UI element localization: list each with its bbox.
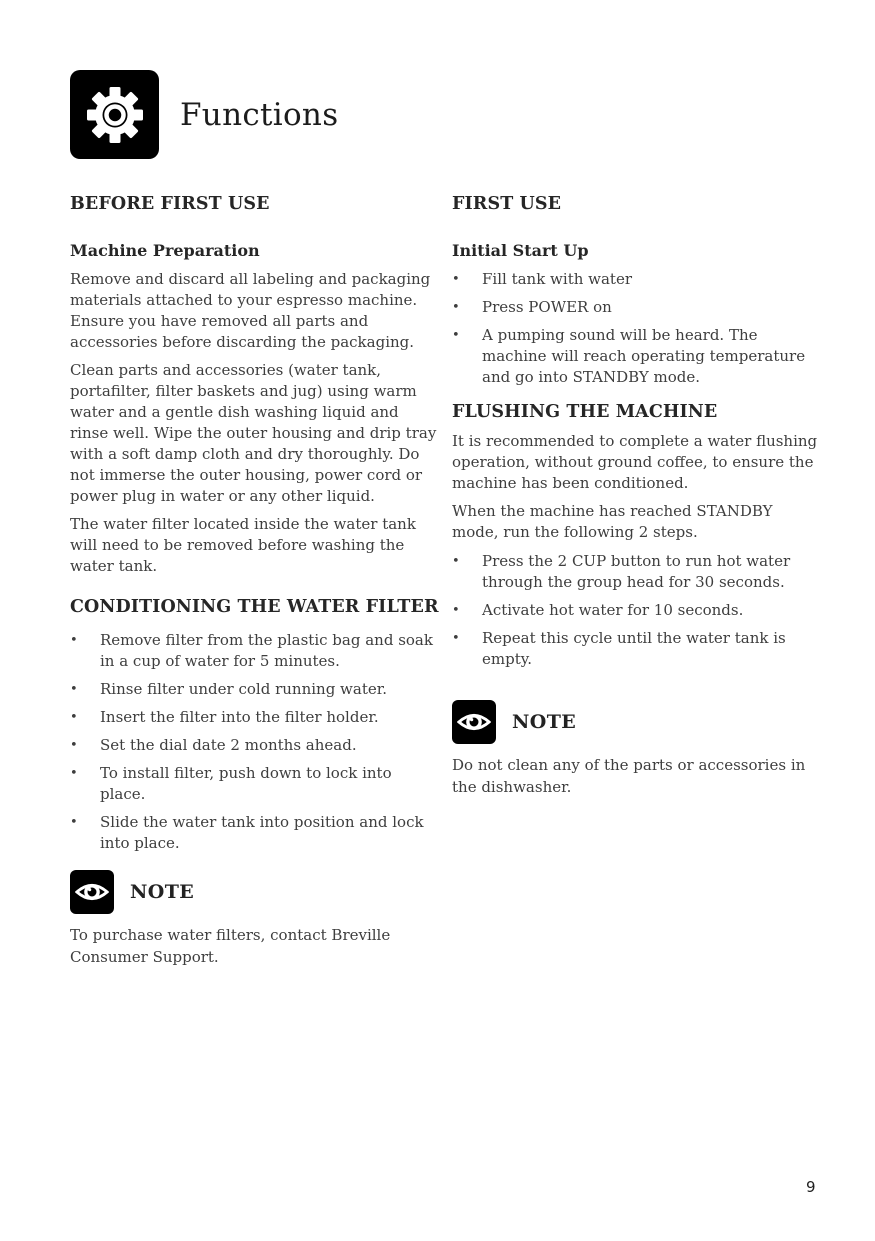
note-label: NOTE (130, 881, 195, 903)
list-item (70, 763, 440, 805)
list-item-text: Fill tank with water (482, 270, 633, 288)
list-item-text: Remove filter from the plastic bag and soak in a cup of water for 5 minutes. (100, 631, 433, 670)
list-item (70, 679, 440, 700)
bullet-icon: • (70, 815, 78, 830)
list-item (452, 551, 823, 593)
list-item (70, 735, 440, 756)
list-item (452, 269, 823, 290)
note-header (70, 870, 440, 914)
paragraph: Clean parts and accessories (water tank, portafilter, filter baskets and jug) using warm water and a gentle dish washing liquid and rinse well. Wipe the outer housing and drip tray with a soft damp cloth and dry thoroughly. Do not immerse the outer housing, power cord or power plug in water or any other liquid. (70, 361, 437, 505)
note-text: Do not clean any of the parts or accessories in the dishwasher. (452, 756, 806, 796)
list-item (452, 628, 823, 670)
eye-icon (75, 879, 109, 905)
bullet-icon: • (452, 554, 460, 569)
note-block (70, 870, 440, 968)
list-item-text: Slide the water tank into position and lock into place. (100, 813, 424, 852)
list-item-text: Press POWER on (482, 298, 612, 316)
left-column (70, 193, 440, 968)
list-item-text: Repeat this cycle until the water tank is empty. (482, 629, 786, 668)
note-icon-tile (452, 700, 496, 744)
list-item-text: Set the dial date 2 months ahead. (100, 736, 357, 754)
list-item (70, 812, 440, 854)
list-item-text: Press the 2 CUP button to run hot water through the group head for 30 seconds. (482, 552, 791, 591)
list-item-text: Insert the filter into the filter holder. (100, 708, 379, 726)
list-item (452, 325, 823, 388)
section-heading-flushing-the-machine: FLUSHING THE MACHINE (452, 402, 718, 422)
paragraph: When the machine has reached STANDBY mode, run the following 2 steps. (452, 502, 773, 541)
bullet-icon: • (70, 682, 78, 697)
section-heading-conditioning-water-filter: CONDITIONING THE WATER FILTER (70, 597, 439, 617)
bullet-list (70, 630, 440, 854)
page-number: 9 (806, 1178, 816, 1196)
content-columns (70, 193, 823, 968)
eye-icon (457, 709, 491, 735)
note-text: To purchase water filters, contact Breville Consumer Support. (70, 926, 391, 966)
bullet-icon: • (70, 738, 78, 753)
bullet-icon: • (70, 633, 78, 648)
list-item-text: Activate hot water for 10 seconds. (482, 601, 744, 619)
right-column (452, 193, 823, 968)
gear-icon (85, 85, 145, 145)
paragraph: Remove and discard all labeling and packaging materials attached to your espresso machine. Ensure you have removed all parts and accessories before discarding the packaging. (70, 270, 431, 351)
note-block (452, 700, 823, 798)
bullet-icon: • (452, 328, 460, 343)
list-item-text: To install filter, push down to lock into place. (100, 764, 392, 803)
bullet-icon: • (70, 766, 78, 781)
note-label: NOTE (512, 711, 577, 733)
list-item (70, 630, 440, 672)
list-item (70, 707, 440, 728)
functions-icon-tile (70, 70, 159, 159)
list-item (452, 297, 823, 318)
bullet-icon: • (452, 631, 460, 646)
section-heading-before-first-use: BEFORE FIRST USE (70, 194, 270, 214)
page-title: Functions (180, 96, 339, 133)
paragraph: It is recommended to complete a water flushing operation, without ground coffee, to ensure the machine has been conditioned. (452, 432, 818, 492)
bullet-icon: • (452, 272, 460, 287)
bullet-icon: • (70, 710, 78, 725)
note-header (452, 700, 823, 744)
bullet-icon: • (452, 300, 460, 315)
bullet-icon: • (452, 603, 460, 618)
subheading-initial-start-up: Initial Start Up (452, 241, 589, 260)
page-header (70, 70, 338, 159)
bullet-list (452, 551, 823, 670)
list-item-text: A pumping sound will be heard. The machine will reach operating temperature and go into STANDBY mode. (482, 326, 806, 386)
list-item (452, 600, 823, 621)
note-icon-tile (70, 870, 114, 914)
subheading-machine-preparation: Machine Preparation (70, 241, 260, 260)
paragraph: The water filter located inside the water tank will need to be removed before washing the water tank. (70, 515, 416, 575)
section-heading-first-use: FIRST USE (452, 194, 562, 214)
list-item-text: Rinse filter under cold running water. (100, 680, 388, 698)
bullet-list (452, 269, 823, 388)
